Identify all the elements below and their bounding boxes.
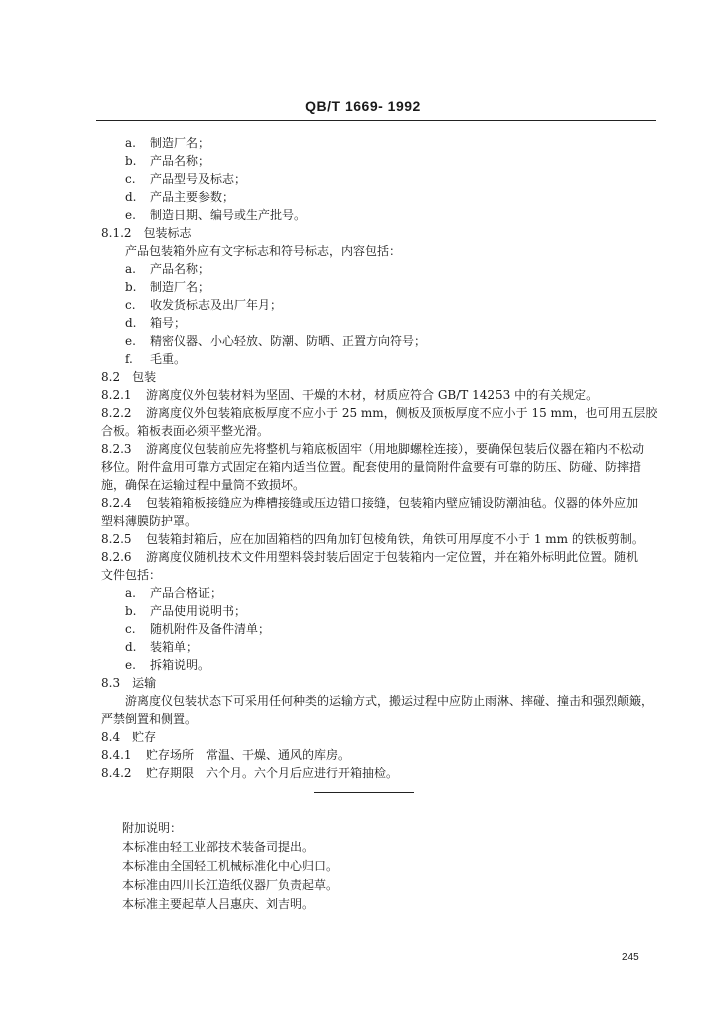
clause-text-continued: 合板。箱板表面必须平整光滑。 bbox=[101, 424, 270, 438]
section-text-8-3: 游离度仪包装状态下可采用任何种类的运输方式，搬运过程中应防止雨淋、摔碰、撞击和强烈颠簸， bbox=[125, 694, 654, 708]
page-header-title: QB/T 1669- 1992 bbox=[305, 98, 421, 114]
clause-text: 游离度仪包装前应先将整机与箱底板固牢（用地脚螺栓连接），要确保包装后仪器在箱内不松动 bbox=[146, 442, 645, 456]
clause-text: 贮存期限 六个月。六个月后应进行开箱抽检。 bbox=[146, 766, 399, 780]
clause-text: 游离度仪外包装材料为坚固、干燥的木材，材质应符合 GB/T 14253 中的有关规定。 bbox=[146, 388, 599, 402]
list-item-text: 制造厂名； bbox=[150, 280, 211, 294]
clause-number: 8.2.5 bbox=[101, 532, 132, 546]
list-item-letter: f. bbox=[125, 352, 133, 366]
section-heading-8-2: 8.2 包装 bbox=[101, 370, 157, 384]
clause-number: 8.4.2 bbox=[101, 766, 132, 780]
clause-number: 8.2.4 bbox=[101, 496, 132, 510]
note-line: 本标准由四川长江造纸仪器厂负责起草。 bbox=[122, 878, 339, 892]
page-number: 245 bbox=[622, 952, 639, 963]
clause-text-continued: 塑料薄膜防护罩。 bbox=[101, 514, 198, 528]
clause-text: 贮存场所 常温、干燥、通风的库房。 bbox=[146, 748, 351, 762]
list-item-text: 箱号； bbox=[150, 316, 187, 330]
notes-title: 附加说明： bbox=[122, 821, 183, 835]
clause-number: 8.2.1 bbox=[101, 388, 132, 402]
clause-text: 包装箱箱板接缝应为榫槽接缝或压边错口接缝，包装箱内壁应铺设防潮油毡。仪器的体外应加 bbox=[146, 496, 639, 510]
list-item-letter: e. bbox=[125, 208, 136, 222]
list-item-letter: d. bbox=[125, 640, 137, 654]
list-item-text: 产品名称； bbox=[150, 154, 211, 168]
list-item-text: 产品型号及标志； bbox=[150, 172, 247, 186]
section-end-rule bbox=[314, 792, 414, 793]
list-item-letter: e. bbox=[125, 334, 136, 348]
section-heading-8-1-2: 8.1.2 包装标志 bbox=[101, 226, 192, 240]
list-item-letter: c. bbox=[125, 622, 136, 636]
clause-number: 8.2.3 bbox=[101, 442, 132, 456]
section-heading-8-4: 8.4 贮存 bbox=[101, 730, 157, 744]
list-item-letter: a. bbox=[125, 586, 136, 600]
list-item-text: 毛重。 bbox=[150, 352, 187, 366]
section-text-8-3-continued: 严禁倒置和侧置。 bbox=[101, 712, 198, 726]
list-item-letter: c. bbox=[125, 172, 136, 186]
list-item-text: 装箱单； bbox=[150, 640, 199, 654]
list-item-letter: d. bbox=[125, 316, 137, 330]
list-item-letter: c. bbox=[125, 298, 136, 312]
clause-text-continued: 移位。附件盒用可靠方式固定在箱内适当位置。配套使用的量筒附件盒要有可靠的防压、防碰、防摔措 bbox=[101, 460, 642, 474]
list-item-letter: b. bbox=[125, 604, 137, 618]
header-rule bbox=[96, 120, 656, 121]
clause-text: 游离度仪外包装箱底板厚度不应小于 25 mm，侧板及顶板厚度不应小于 15 mm，也可用五层胶 bbox=[146, 406, 658, 420]
list-item-text: 拆箱说明。 bbox=[150, 658, 211, 672]
note-line: 本标准主要起草人吕惠庆、刘吉明。 bbox=[122, 897, 315, 911]
list-item-letter: d. bbox=[125, 190, 137, 204]
note-line: 本标准由全国轻工机械标准化中心归口。 bbox=[122, 859, 339, 873]
list-item-letter: e. bbox=[125, 658, 136, 672]
list-item-text: 收发货标志及出厂年月； bbox=[150, 298, 283, 312]
section-intro-8-1-2: 产品包装箱外应有文字标志和符号标志，内容包括： bbox=[125, 244, 402, 258]
list-item-text: 产品合格证； bbox=[150, 586, 223, 600]
clause-text: 包装箱封箱后，应在加固箱档的四角加钉包棱角铁，角铁可用厚度不小于 1 mm 的铁板剪制。 bbox=[146, 532, 644, 546]
section-heading-8-3: 8.3 运输 bbox=[101, 676, 157, 690]
clause-number: 8.2.6 bbox=[101, 550, 132, 564]
note-line: 本标准由轻工业部技术装备司提出。 bbox=[122, 840, 315, 854]
clause-number: 8.2.2 bbox=[101, 406, 132, 420]
clause-text-continued: 文件包括： bbox=[101, 568, 162, 582]
list-item-text: 精密仪器、小心轻放、防潮、防晒、正置方向符号； bbox=[150, 334, 427, 348]
list-item-text: 制造日期、编号或生产批号。 bbox=[150, 208, 307, 222]
clause-number: 8.4.1 bbox=[101, 748, 132, 762]
list-item-letter: b. bbox=[125, 154, 137, 168]
list-item-text: 产品主要参数； bbox=[150, 190, 235, 204]
clause-text-continued: 施，确保在运输过程中量筒不致损坏。 bbox=[101, 478, 306, 492]
list-item-text: 产品名称； bbox=[150, 262, 211, 276]
list-item-letter: a. bbox=[125, 262, 136, 276]
list-item-letter: b. bbox=[125, 280, 137, 294]
list-item-text: 随机附件及备件清单； bbox=[150, 622, 271, 636]
list-item-letter: a. bbox=[125, 136, 136, 150]
list-item-text: 产品使用说明书； bbox=[150, 604, 247, 618]
clause-text: 游离度仪随机技术文件用塑料袋封装后固定于包装箱内一定位置，并在箱外标明此位置。随机 bbox=[146, 550, 639, 564]
list-item-text: 制造厂名； bbox=[150, 136, 211, 150]
